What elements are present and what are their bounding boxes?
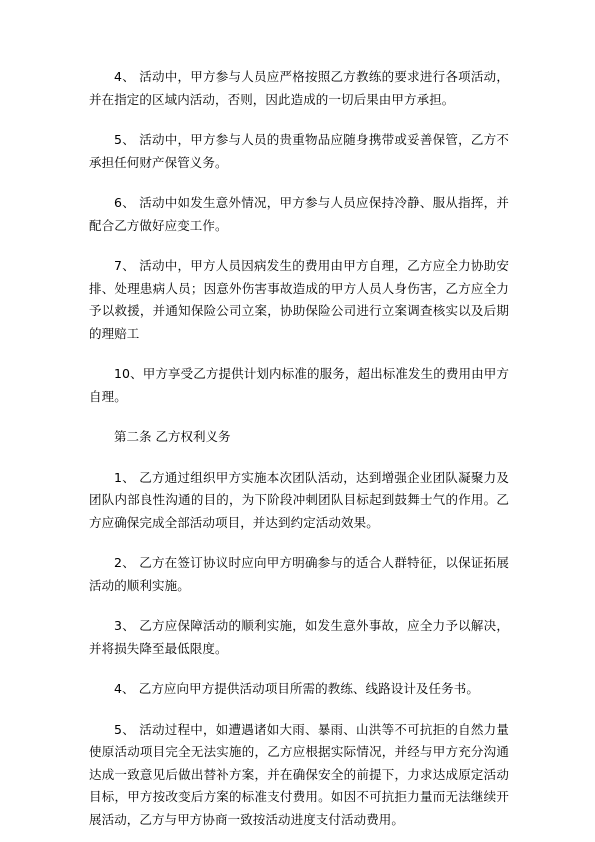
clause-paragraph: 5、 活动中，甲方参与人员的贵重物品应随身携带或妥善保管，乙方不承担任何财产保管义务。: [89, 132, 509, 170]
clause-paragraph: 2、 乙方在签订协议时应向甲方明确参与的适合人群特征，以保证拓展活动的顺利实施。: [89, 555, 509, 593]
clause-paragraph: 10、甲方享受乙方提供计划内标准的服务，超出标准发生的费用由甲方自理。: [89, 366, 509, 404]
clause-paragraph: 7、 活动中，甲方人员因病发生的费用由甲方自理，乙方应全力协助安排、处理患病人员；因意外伤害事故造成的甲方人员人身伤害，乙方应全力予以救援，并通知保险公司立案，协助保险公司进行立案调查核实以及后期的理赔工: [89, 258, 509, 341]
section-heading: 第二条 乙方权利义务: [114, 429, 231, 444]
clause-paragraph: 4、 乙方应向甲方提供活动项目所需的教练、线路设计及任务书。: [114, 681, 479, 696]
clause-paragraph: 3、 乙方应保障活动的顺利实施，如发生意外事故，应全力予以解决，并将损失降至最低限度。: [89, 618, 509, 656]
clause-paragraph: 6、 活动中如发生意外情况，甲方参与人员应保持冷静、服从指挥，并配合乙方做好应变工作。: [89, 195, 509, 233]
clause-paragraph: 1、 乙方通过组织甲方实施本次团队活动，达到增强企业团队凝聚力及团队内部良性沟通的目的，为下阶段冲刺团队目标起到鼓舞士气的作用。乙方应确保完成全部活动项目，并达到约定活动效果。: [89, 469, 509, 530]
clause-paragraph: 5、 活动过程中，如遭遇诸如大雨、暴雨、山洪等不可抗拒的自然力量使原活动项目完全无法实施的，乙方应根据实际情况，并经与甲方充分沟通达成一致意见后做出替补方案，并在确保安全的前提下，力求达成原定活动目标，甲方按改变后方案的标准支付费用。如因不可抗拒力量而无法继续开展活动，乙方与甲方协商一致按活动进度支付活动费用。: [89, 721, 509, 827]
clause-paragraph: 4、 活动中，甲方参与人员应严格按照乙方教练的要求进行各项活动，并在指定的区域内活动，否则，因此造成的一切后果由甲方承担。: [89, 69, 509, 107]
